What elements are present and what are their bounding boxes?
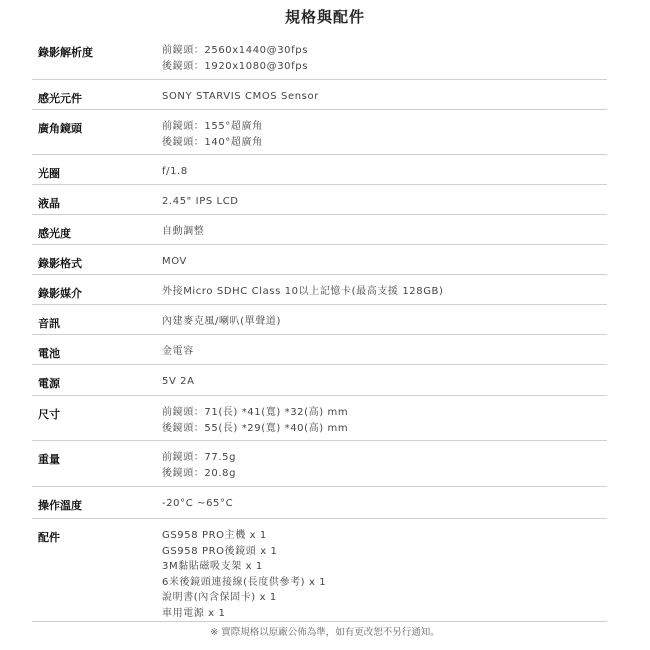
spec-row-lens <box>32 110 607 155</box>
spec-label: 電池 <box>38 347 60 360</box>
spec-row-dimensions <box>32 396 607 441</box>
spec-label: 錄影格式 <box>38 257 82 270</box>
spec-label: 配件 <box>38 531 60 544</box>
spec-row-iso <box>32 215 607 245</box>
spec-value-line: 說明書(內含保固卡) x 1 <box>162 592 277 603</box>
spec-label: 重量 <box>38 453 60 466</box>
spec-row-audio <box>32 305 607 335</box>
footnote: ※ 實際規格以原廠公佈為準，如有更改恕不另行通知。 <box>210 627 440 638</box>
spec-value <box>162 43 308 74</box>
spec-row-format <box>32 245 607 275</box>
spec-label: 尺寸 <box>38 408 60 421</box>
spec-row-battery <box>32 335 607 365</box>
spec-value-line: 前鏡頭：2560x1440@30fps <box>162 45 309 56</box>
spec-value <box>162 405 348 436</box>
spec-value-line: 車用電源 x 1 <box>162 607 226 619</box>
spec-row-power <box>32 365 607 396</box>
spec-value <box>162 344 194 360</box>
spec-label: 錄影解析度 <box>38 46 93 59</box>
spec-row-lcd <box>32 185 607 215</box>
spec-value-line: GS958 PRO主機 x 1 <box>162 530 267 541</box>
spec-value <box>162 374 195 390</box>
spec-row-accessories <box>32 519 607 622</box>
spec-value <box>162 89 319 105</box>
spec-value-line: 後鏡頭：20.8g <box>162 467 237 479</box>
spec-label: 操作溫度 <box>38 499 82 512</box>
spec-value <box>162 496 233 512</box>
spec-label: 音訊 <box>38 317 60 330</box>
spec-label: 廣角鏡頭 <box>38 122 82 135</box>
spec-label: 感光元件 <box>38 92 82 105</box>
spec-value-line: 後鏡頭：140°超廣角 <box>162 136 263 148</box>
spec-label: 光圈 <box>38 167 60 180</box>
spec-row-weight <box>32 441 607 487</box>
spec-value <box>162 194 239 210</box>
spec-value-line: GS958 PRO後鏡頭 x 1 <box>162 545 278 557</box>
spec-value-line: 前鏡頭：155°超廣角 <box>162 121 263 132</box>
spec-row-temperature <box>32 487 607 519</box>
spec-label: 錄影媒介 <box>38 287 82 300</box>
spec-row-aperture <box>32 155 607 185</box>
spec-value-line: 前鏡頭：71(長) *41(寬) *32(高) mm <box>162 407 349 418</box>
spec-row-media <box>32 275 607 305</box>
spec-value-line: 前鏡頭：77.5g <box>162 452 237 463</box>
spec-value-line: 內建麥克風/喇叭(單聲道) <box>162 316 281 327</box>
spec-row-resolution <box>32 34 607 80</box>
spec-value <box>162 528 326 621</box>
spec-value-line: f/1.8 <box>162 166 188 177</box>
spec-value-line: 5V 2A <box>162 376 195 387</box>
spec-value-line: 金電容 <box>162 346 194 357</box>
spec-label: 感光度 <box>38 227 71 240</box>
spec-value <box>162 164 188 180</box>
spec-value-line: SONY STARVIS CMOS Sensor <box>162 91 319 102</box>
spec-value <box>162 119 263 150</box>
spec-value-line: 3M黏貼磁吸支架 x 1 <box>162 561 263 572</box>
spec-value <box>162 284 444 300</box>
spec-value-line: 自動調整 <box>162 226 205 237</box>
spec-value-line: 後鏡頭：1920x1080@30fps <box>162 60 309 72</box>
spec-value-line: 後鏡頭：55(長) *29(寬) *40(高) mm <box>162 422 349 434</box>
spec-value <box>162 450 236 481</box>
spec-value-line: 2.45" IPS LCD <box>162 196 239 207</box>
spec-label: 液晶 <box>38 197 60 210</box>
spec-label: 電源 <box>38 377 60 390</box>
spec-value-line: 外接Micro SDHC Class 10以上記憶卡(最高支援 128GB) <box>162 286 444 297</box>
spec-value <box>162 254 187 270</box>
spec-table <box>32 34 607 622</box>
page-title: 規格與配件 <box>284 8 365 26</box>
spec-value <box>162 224 204 240</box>
spec-value-line: MOV <box>162 256 187 267</box>
spec-value-line: 6米後鏡頭連接線(長度供參考) x 1 <box>162 576 327 588</box>
spec-value <box>162 314 281 330</box>
spec-value-line: -20°C ~65°C <box>162 498 234 509</box>
spec-row-sensor <box>32 80 607 110</box>
